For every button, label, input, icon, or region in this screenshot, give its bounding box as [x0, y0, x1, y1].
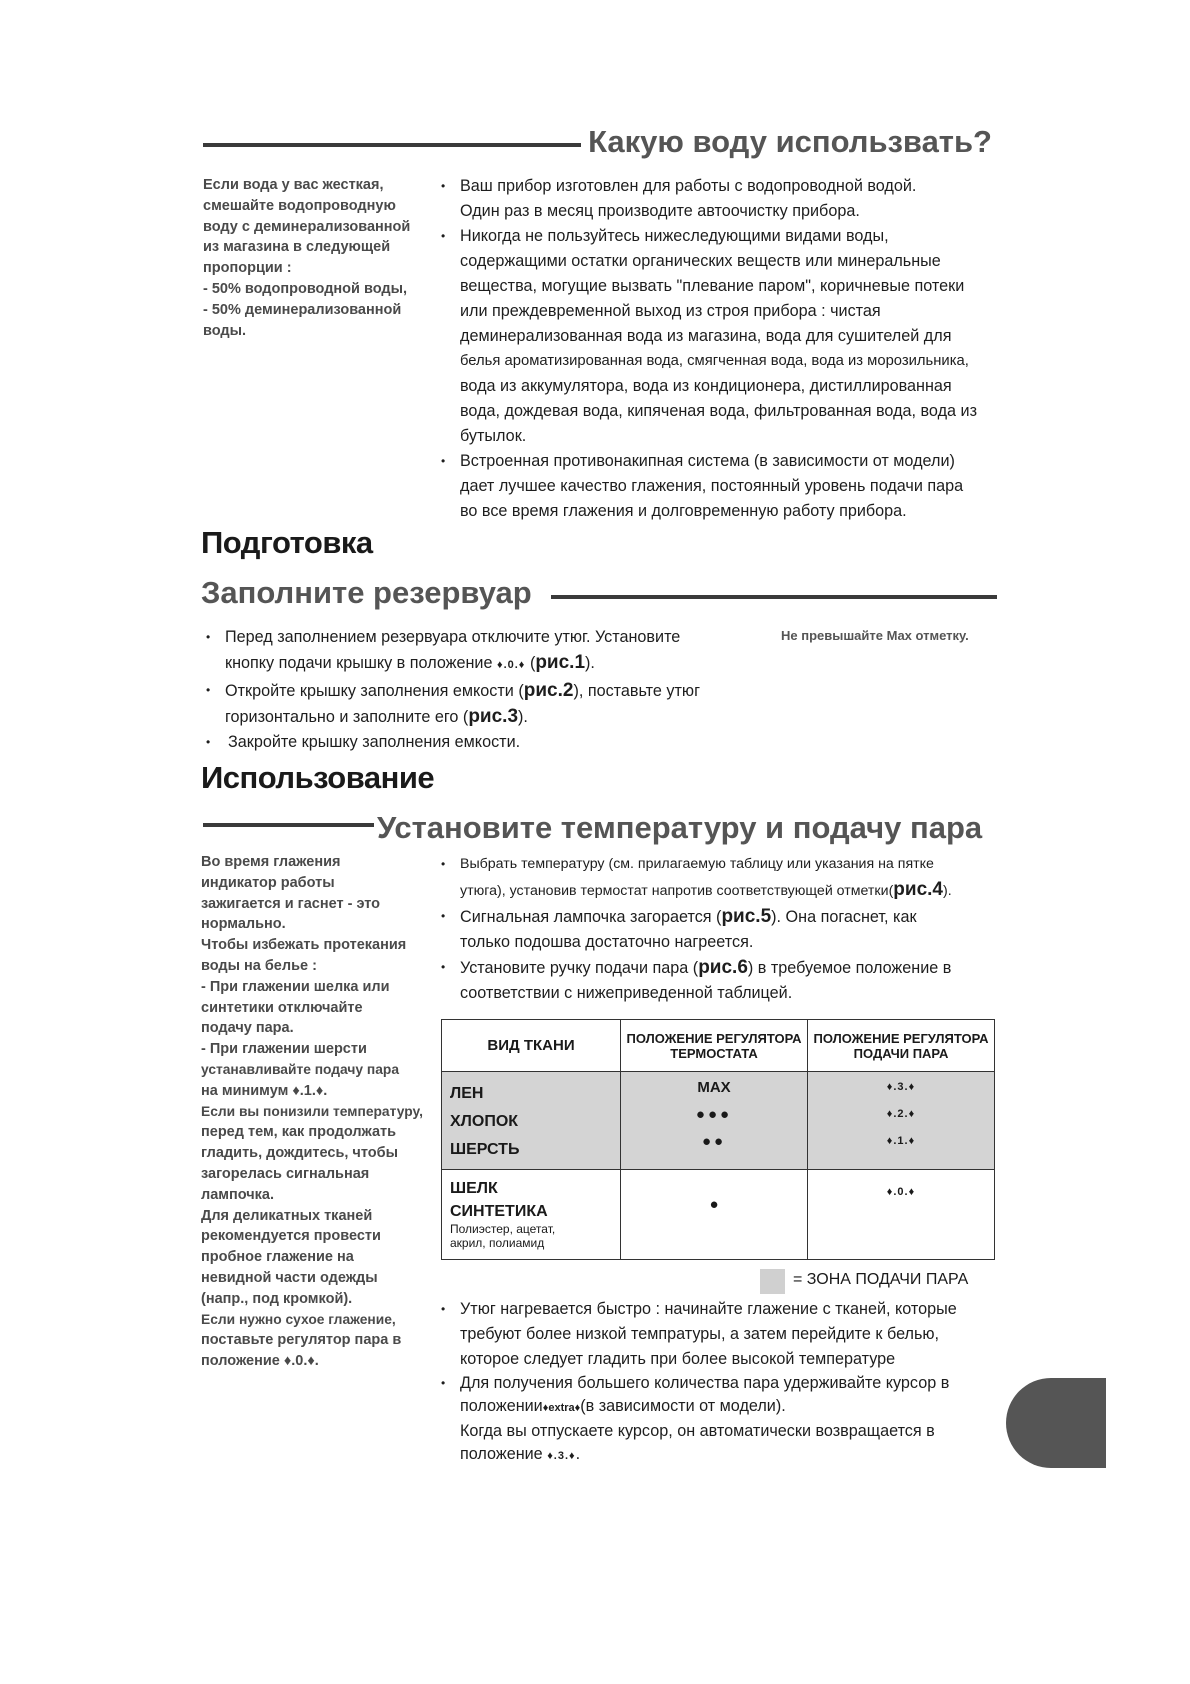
figure-ref: рис.3: [468, 706, 519, 727]
usage-bullets-top: [441, 852, 1000, 1006]
side-note-line: - 50% деминерализованной: [203, 301, 402, 318]
list-item: • Утюг нагревается быстро : начинайте глажение с тканей, которые требуют более низкой темпратуры, а затем перейдите к белью, которое следует гладить при более высокой температуре: [460, 1297, 1000, 1372]
heading-usage: Использование: [201, 760, 435, 795]
bullet-icon: •: [441, 229, 446, 243]
figure-ref: рис.6: [698, 957, 748, 978]
side-note-line: Если вы понизили температуру,: [201, 1103, 423, 1119]
list-item: • Встроенная противонакипная система (в зависимости от модели) дает лучшее качество глажения, постоянный уровень подачи пара во все время глажения и долговременную работу прибора.: [460, 449, 1000, 524]
side-note-line: на минимум ♦.1.♦.: [201, 1082, 328, 1099]
table-cell-thermostat: ●: [621, 1170, 808, 1260]
steam-extra-symbol: ♦extra♦: [542, 1402, 581, 1414]
side-note-line: (напр., под кромкой).: [201, 1290, 353, 1307]
list-item: • Закройте крышку заполнения емкости.: [225, 730, 755, 755]
list-item: • Ваш прибор изготовлен для работы с водопроводной водой. Один раз в месяц производите автоочистку прибора.: [460, 174, 1000, 224]
figure-ref: рис.2: [523, 680, 574, 701]
side-note-line: Если вода у вас жесткая,: [203, 177, 384, 193]
bullet-icon: •: [441, 1376, 446, 1390]
section-title-water: Какую воду использвать?: [588, 124, 992, 159]
fill-bullets: [206, 625, 755, 755]
table-cell-steam: ♦.3.♦ ♦.2.♦ ♦.1.♦: [808, 1072, 995, 1170]
subtitle-set-temp: Установите температуру и подачу пара: [377, 810, 983, 845]
side-note-line: пропорции :: [203, 260, 292, 277]
side-note-line: пробное глажение на: [201, 1249, 354, 1266]
bullet-icon: •: [441, 1302, 446, 1316]
subtitle-fill-tank: Заполните резервуар: [201, 575, 532, 610]
table-cell-steam: ♦.0.♦: [808, 1170, 995, 1260]
table-cell-fabric: ШЕЛК СИНТЕТИКА Полиэстер, ацетат, акрил, полиамид: [442, 1170, 621, 1260]
side-note-line: перед тем, как продолжать: [201, 1124, 397, 1141]
list-item: • Для получения большего количества пара удерживайте курсор в положении♦extra♦(в зависимости от модели). Когда вы отпускаете курсор, он автоматически возвращается в положение ♦.3.♦.: [441, 1374, 950, 1463]
table-row: [442, 1170, 995, 1260]
list-item: • Никогда не пользуйтесь нижеследующими видами воды, содержащими остатки органических веществ или минеральные вещества, могущие вызвать "плевание паром", коричневые потеки или преждевременной выход из строя прибора : чистая деминерализованная вода из магазина, вода для сушителей для белья ароматизированная вода, смягченная вода, вода из морозильника, вода из аккумулятора, вода из кондиционера, дистиллированная вода, дождевая вода, кипяченая вода, фильтрованная вода, вода из бутылок.: [460, 224, 1000, 449]
title-rule: [203, 143, 581, 147]
steam-zone-swatch: [760, 1269, 785, 1294]
side-note-line: невидной части одежды: [201, 1269, 378, 1286]
side-note-max: Не превышайте Max отметку.: [781, 628, 969, 643]
side-note-line: индикатор работы: [201, 874, 335, 891]
figure-ref: рис.5: [721, 906, 772, 927]
steam-zero-symbol: ♦.0.♦: [496, 659, 526, 671]
bullet-icon: •: [206, 630, 211, 644]
list-item: • Откройте крышку заполнения емкости (рис.2), поставьте утюг горизонтально и заполните его (рис.3).: [206, 680, 700, 727]
side-note-line: Во время глажения: [201, 854, 341, 870]
list-item: • Выбрать температуру (см. прилагаемую таблицу или указания на пятке утюга), установив термостат напротив соответствующей отметки(рис.4).: [460, 852, 1000, 904]
steam-three-symbol: ♦.3.♦: [547, 1450, 576, 1462]
side-note-line: синтетики отключайте: [201, 999, 363, 1016]
side-note-usage: [201, 852, 426, 1372]
side-note-water: [203, 175, 433, 341]
subtitle-rule: [551, 595, 997, 599]
side-note-line: рекомендуется провести: [201, 1228, 381, 1245]
table-row: [442, 1072, 995, 1170]
bullet-icon: •: [441, 857, 446, 871]
side-note-line: поставьте регулятор пара в: [201, 1332, 402, 1349]
table-header-cell: ВИД ТКАНИ: [442, 1020, 621, 1072]
side-note-line: - 50% водопроводной воды,: [203, 280, 407, 297]
side-note-line: смешайте водопроводную: [203, 197, 396, 214]
table-header-row: [442, 1020, 995, 1072]
page-tab-marker: [1006, 1378, 1106, 1468]
side-note-line: зажигается и гаснет - это: [201, 895, 381, 912]
figure-ref: рис.1: [535, 652, 586, 673]
side-note-line: Если нужно сухое глажение,: [201, 1311, 396, 1327]
subtitle-rule: [203, 823, 374, 827]
side-note-line: Чтобы избежать протекания: [201, 937, 407, 954]
side-note-line: Для деликатных тканей: [201, 1207, 373, 1224]
side-note-line: из магазина в следующей: [203, 239, 391, 256]
side-note-line: гладить, дождитесь, чтобы: [201, 1145, 398, 1162]
bullet-icon: •: [206, 683, 211, 697]
side-note-line: - При глажении шерсти: [201, 1041, 367, 1058]
bullet-icon: •: [441, 179, 446, 193]
table-header-cell: ПОЛОЖЕНИЕ РЕГУЛЯТОРА ПОДАЧИ ПАРА: [808, 1020, 995, 1072]
table-cell-fabric: ЛЕН ХЛОПОК ШЕРСТЬ: [442, 1072, 621, 1170]
side-note-line: подачу пара.: [201, 1020, 294, 1037]
water-bullets: [441, 174, 1000, 524]
steam-zone-legend: = ЗОНА ПОДАЧИ ПАРА: [793, 1271, 969, 1288]
heading-preparation: Подготовка: [201, 525, 373, 560]
bullet-icon: •: [441, 454, 446, 468]
side-note-line: - При глажении шелка или: [201, 978, 390, 995]
side-note-line: воду с деминерализованной: [203, 218, 411, 235]
side-note-line: положение ♦.0.♦.: [201, 1353, 319, 1370]
side-note-line: загорелась сигнальная: [201, 1165, 370, 1182]
list-item: • Перед заполнением резервуара отключите утюг. Установите кнопку подачи крышку в положение ♦.0.♦ (рис.1).: [225, 625, 755, 678]
figure-ref: рис.4: [893, 879, 943, 900]
table-header-cell: ПОЛОЖЕНИЕ РЕГУЛЯТОРА ТЕРМОСТАТА: [621, 1020, 808, 1072]
bullet-icon: •: [206, 735, 211, 749]
list-item: • Сигнальная лампочка загорается (рис.5). Она погаснет, как только подошва достаточно нагреется.: [441, 906, 917, 951]
fabric-settings-table: [441, 1019, 995, 1260]
bullet-icon: •: [441, 909, 446, 923]
list-item: • Установите ручку подачи пара (рис.6) в требуемое положение в соответствии с нижеприведенной таблицей.: [441, 957, 952, 1002]
side-note-line: устанавливайте подачу пара: [201, 1061, 399, 1077]
table-cell-thermostat: MAX ●●● ●●: [621, 1072, 808, 1170]
side-note-line: лампочка.: [201, 1186, 275, 1203]
side-note-line: воды.: [203, 322, 247, 339]
bullet-icon: •: [441, 960, 446, 974]
side-note-line: воды на белье :: [201, 957, 317, 974]
usage-bullets-bottom: [441, 1297, 1000, 1468]
side-note-line: нормально.: [201, 916, 286, 933]
